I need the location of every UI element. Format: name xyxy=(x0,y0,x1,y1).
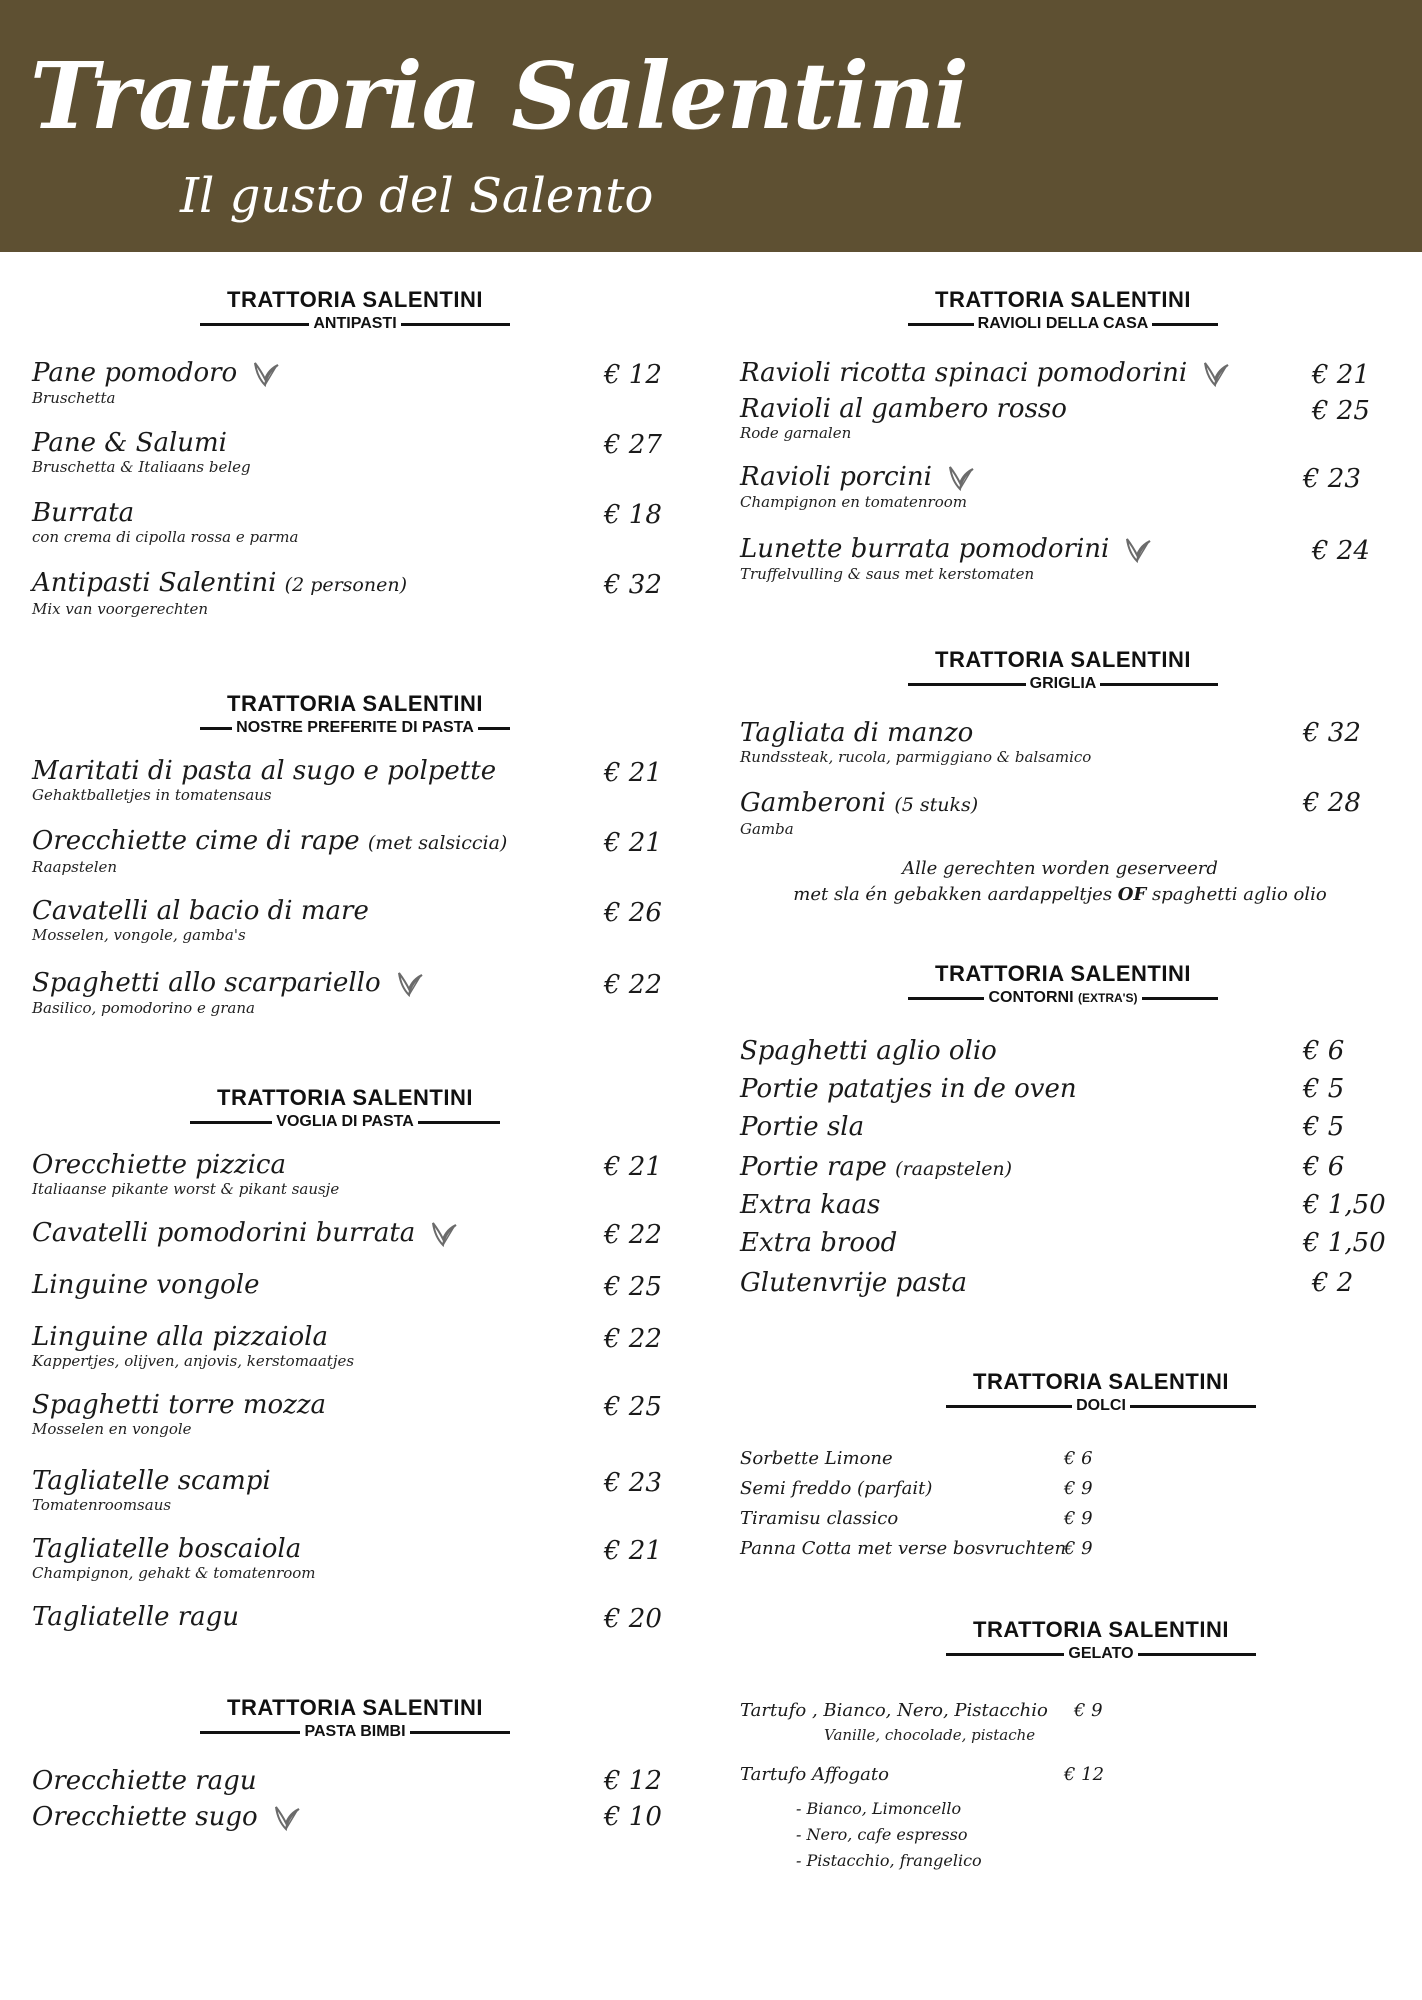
menu-item xyxy=(32,358,281,407)
item-price: € 10 xyxy=(604,1802,662,1832)
menu-item xyxy=(740,1112,864,1142)
item-description: Tomatenroomsaus xyxy=(32,1496,172,1514)
header-banner xyxy=(0,0,1422,252)
item-name: Orecchiette sugo xyxy=(32,1802,258,1832)
menu-item xyxy=(32,1150,339,1198)
section-brand: TRATTORIA SALENTINI xyxy=(973,1369,1229,1394)
item-description: Champignon, gehakt & tomatenroom xyxy=(32,1564,316,1582)
serving-note xyxy=(780,856,1340,908)
menu-item xyxy=(740,358,1231,389)
affogato-option: - Nero, cafe espresso xyxy=(796,1825,968,1844)
item-price: € 27 xyxy=(604,430,662,460)
gelato-description: Vanille, chocolade, pistache xyxy=(824,1726,1036,1744)
affogato-option: - Bianco, Limoncello xyxy=(796,1799,962,1818)
item-description: Kappertjes, olijven, anjovis, kerstomaatjes xyxy=(32,1352,355,1370)
menu-item xyxy=(740,718,1091,766)
item-name: Ravioli al gambero rosso xyxy=(740,394,1067,424)
section-heading-contorni xyxy=(908,962,1218,1007)
vegetarian-leaf-icon xyxy=(272,1803,302,1833)
section-subtitle: VOGLIA DI PASTA xyxy=(276,1113,414,1130)
section-heading-dolci xyxy=(946,1370,1256,1415)
menu-item xyxy=(32,1218,459,1249)
item-note: (5 stuks) xyxy=(894,794,979,816)
item-price: € 26 xyxy=(604,898,662,928)
section-brand: TRATTORIA SALENTINI xyxy=(973,1617,1229,1642)
item-price: € 1,50 xyxy=(1303,1190,1386,1220)
item-price: € 21 xyxy=(1312,360,1370,390)
item-price: € 32 xyxy=(1303,718,1361,748)
menu-item xyxy=(32,498,298,546)
item-description: Bruschetta xyxy=(32,389,116,407)
item-name: Linguine vongole xyxy=(32,1270,260,1300)
menu-item xyxy=(740,1036,997,1066)
menu-item xyxy=(32,756,496,804)
item-price: € 22 xyxy=(604,1324,662,1354)
item-price: € 21 xyxy=(604,758,662,788)
item-description: Champignon en tomatenroom xyxy=(740,493,967,511)
dessert-price: € 6 xyxy=(1064,1448,1093,1469)
dessert-name: Semi freddo (parfait) xyxy=(740,1478,933,1499)
item-price: € 12 xyxy=(604,360,662,390)
menu-item xyxy=(740,1152,1012,1184)
menu-item xyxy=(32,428,251,476)
menu-item xyxy=(740,788,978,838)
section-brand: TRATTORIA SALENTINI xyxy=(935,647,1191,672)
item-price: € 6 xyxy=(1303,1036,1345,1066)
item-name: Burrata xyxy=(32,498,135,528)
section-brand: TRATTORIA SALENTINI xyxy=(227,1695,483,1720)
item-name: Extra kaas xyxy=(740,1190,881,1220)
item-name: Portie sla xyxy=(740,1112,865,1142)
item-price: € 24 xyxy=(1312,536,1370,566)
item-price: € 12 xyxy=(604,1766,662,1796)
vegetarian-leaf-icon xyxy=(429,1219,459,1249)
item-name: Portie rape xyxy=(740,1152,887,1182)
item-name: Maritati di pasta al sugo e polpette xyxy=(32,756,497,786)
restaurant-title: Trattoria Salentini xyxy=(30,42,968,150)
menu-item xyxy=(32,1322,354,1370)
section-brand: TRATTORIA SALENTINI xyxy=(935,961,1191,986)
item-price: € 2 xyxy=(1312,1268,1354,1298)
item-note: (2 personen) xyxy=(284,574,408,596)
item-price: € 22 xyxy=(604,970,662,1000)
section-subtitle: ANTIPASTI xyxy=(313,315,397,332)
dessert-price: € 9 xyxy=(1064,1508,1093,1529)
item-name: Pane & Salumi xyxy=(32,428,227,458)
item-price: € 32 xyxy=(604,570,662,600)
item-name: Ravioli porcini xyxy=(740,462,932,492)
menu-item xyxy=(32,1270,260,1300)
menu-item xyxy=(740,1074,1077,1104)
item-description: Bruschetta & Italiaans beleg xyxy=(32,458,251,476)
item-description: Raapstelen xyxy=(32,858,118,876)
item-name: Tagliatelle ragu xyxy=(32,1602,240,1632)
item-price: € 25 xyxy=(1312,396,1370,426)
vegetarian-leaf-icon xyxy=(946,463,976,493)
item-name: Lunette burrata pomodorini xyxy=(740,534,1110,564)
item-name: Tagliatelle scampi xyxy=(32,1466,271,1496)
item-name: Ravioli ricotta spinaci pomodorini xyxy=(740,358,1188,388)
dessert-name: Tiramisu classico xyxy=(740,1508,899,1529)
menu-item xyxy=(32,826,507,876)
item-name: Tagliata di manzo xyxy=(740,718,974,748)
vegetarian-leaf-icon xyxy=(251,359,281,389)
item-name: Spaghetti torre mozza xyxy=(32,1390,327,1420)
item-name: Antipasti Salentini xyxy=(32,568,277,598)
item-price: € 23 xyxy=(1303,464,1361,494)
item-description: Mix van voorgerechten xyxy=(32,600,209,618)
section-heading-ravioli xyxy=(908,288,1218,333)
item-name: Cavatelli al bacio di mare xyxy=(32,896,369,926)
item-name: Orecchiette cime di rape xyxy=(32,826,360,856)
menu-item xyxy=(32,1602,239,1632)
section-subtitle: GRIGLIA xyxy=(1029,675,1097,692)
section-brand: TRATTORIA SALENTINI xyxy=(227,691,483,716)
item-description: Gamba xyxy=(740,820,794,838)
item-note: (met salsiccia) xyxy=(367,832,508,854)
affogato-options xyxy=(796,1796,982,1874)
affogato-option: - Pistacchio, frangelico xyxy=(796,1851,982,1870)
menu-item xyxy=(32,896,369,944)
item-description: Italiaanse pikante worst & pikant sausje xyxy=(32,1180,340,1198)
item-name: Spaghetti aglio olio xyxy=(740,1036,997,1066)
item-description: Rundssteak, rucola, parmiggiano & balsamico xyxy=(740,748,1092,766)
menu-item xyxy=(32,1390,326,1438)
vegetarian-leaf-icon xyxy=(395,969,425,999)
item-price: € 23 xyxy=(604,1468,662,1498)
item-name: Extra brood xyxy=(740,1228,898,1258)
item-name: Glutenvrije pasta xyxy=(740,1268,967,1298)
item-name: Tagliatelle boscaiola xyxy=(32,1534,302,1564)
gelato-name: Tartufo , Bianco, Nero, Pistacchio xyxy=(740,1700,1048,1721)
serving-note-line: met sla én gebakken aardappeltjes xyxy=(793,884,1113,905)
restaurant-tagline: Il gusto del Salento xyxy=(180,168,654,224)
item-description: Truffelvulling & saus met kerstomaten xyxy=(740,565,1035,583)
item-price: € 18 xyxy=(604,500,662,530)
serving-note-or: OF xyxy=(1117,884,1147,905)
section-heading-bimbi xyxy=(200,1696,510,1741)
item-name: Cavatelli pomodorini burrata xyxy=(32,1218,416,1248)
item-name: Orecchiette pizzica xyxy=(32,1150,286,1180)
item-price: € 5 xyxy=(1303,1074,1345,1104)
item-note: (raapstelen) xyxy=(895,1158,1013,1180)
section-subtitle: GELATO xyxy=(1068,1645,1134,1662)
menu-item xyxy=(32,1534,316,1582)
dessert-price: € 9 xyxy=(1064,1478,1093,1499)
gelato-name: Tartufo Affogato xyxy=(740,1764,889,1785)
section-heading-gelato xyxy=(946,1618,1256,1663)
item-description: Basilico, pomodorino e grana xyxy=(32,999,255,1017)
section-brand: TRATTORIA SALENTINI xyxy=(935,287,1191,312)
section-brand: TRATTORIA SALENTINI xyxy=(217,1085,473,1110)
item-name: Pane pomodoro xyxy=(32,358,238,388)
item-name: Portie patatjes in de oven xyxy=(740,1074,1077,1104)
item-name: Spaghetti allo scarpariello xyxy=(32,968,381,998)
gelato-price: € 9 xyxy=(1074,1700,1103,1721)
item-description: Rode garnalen xyxy=(740,424,852,442)
section-subtitle: NOSTRE PREFERITE DI PASTA xyxy=(236,719,474,736)
section-subtitle: CONTORNI xyxy=(988,989,1074,1006)
vegetarian-leaf-icon xyxy=(1201,359,1231,389)
vegetarian-leaf-icon xyxy=(1123,535,1153,565)
gelato-price: € 12 xyxy=(1064,1764,1105,1785)
item-price: € 28 xyxy=(1303,788,1361,818)
item-description: Mosselen en vongole xyxy=(32,1420,192,1438)
item-description: Gehaktballetjes in tomatensaus xyxy=(32,786,272,804)
item-price: € 1,50 xyxy=(1303,1228,1386,1258)
item-price: € 20 xyxy=(604,1604,662,1634)
serving-note-line: spaghetti aglio olio xyxy=(1152,884,1327,905)
menu-item xyxy=(740,1228,897,1258)
item-price: € 25 xyxy=(604,1392,662,1422)
menu-item xyxy=(32,968,425,1017)
item-price: € 25 xyxy=(604,1272,662,1302)
section-subtitle: RAVIOLI DELLA CASA xyxy=(977,315,1149,332)
section-heading-antipasti xyxy=(200,288,510,333)
section-brand: TRATTORIA SALENTINI xyxy=(227,287,483,312)
section-subtitle: DOLCI xyxy=(1076,1397,1126,1414)
menu-item xyxy=(740,394,1067,442)
item-description: con crema di cipolla rossa e parma xyxy=(32,528,299,546)
dessert-price: € 9 xyxy=(1064,1538,1093,1559)
menu-item xyxy=(32,568,407,618)
serving-note-line: Alle gerechten worden geserveerd xyxy=(902,858,1218,879)
item-price: € 5 xyxy=(1303,1112,1345,1142)
item-description: Mosselen, vongole, gamba's xyxy=(32,926,246,944)
dessert-name: Sorbette Limone xyxy=(740,1448,893,1469)
item-price: € 6 xyxy=(1303,1152,1345,1182)
menu-item xyxy=(740,1268,967,1298)
item-name: Orecchiette ragu xyxy=(32,1766,257,1796)
section-subtitle: PASTA BIMBI xyxy=(304,1723,406,1740)
menu-item xyxy=(32,1466,271,1514)
item-name: Linguine alla pizzaiola xyxy=(32,1322,328,1352)
menu-item xyxy=(740,462,976,511)
section-heading-voglia xyxy=(190,1086,500,1131)
section-heading-preferite xyxy=(200,692,510,737)
dessert-name: Panna Cotta met verse bosvruchten xyxy=(740,1538,1067,1559)
section-subtitle-note: (EXTRA'S) xyxy=(1077,991,1138,1005)
item-price: € 21 xyxy=(604,828,662,858)
item-price: € 21 xyxy=(604,1152,662,1182)
item-price: € 21 xyxy=(604,1536,662,1566)
menu-item xyxy=(32,1802,302,1833)
menu-item xyxy=(740,1190,880,1220)
section-heading-griglia xyxy=(908,648,1218,693)
item-price: € 22 xyxy=(604,1220,662,1250)
item-name: Gamberoni xyxy=(740,788,887,818)
menu-item xyxy=(32,1766,257,1796)
menu-item xyxy=(740,534,1153,583)
